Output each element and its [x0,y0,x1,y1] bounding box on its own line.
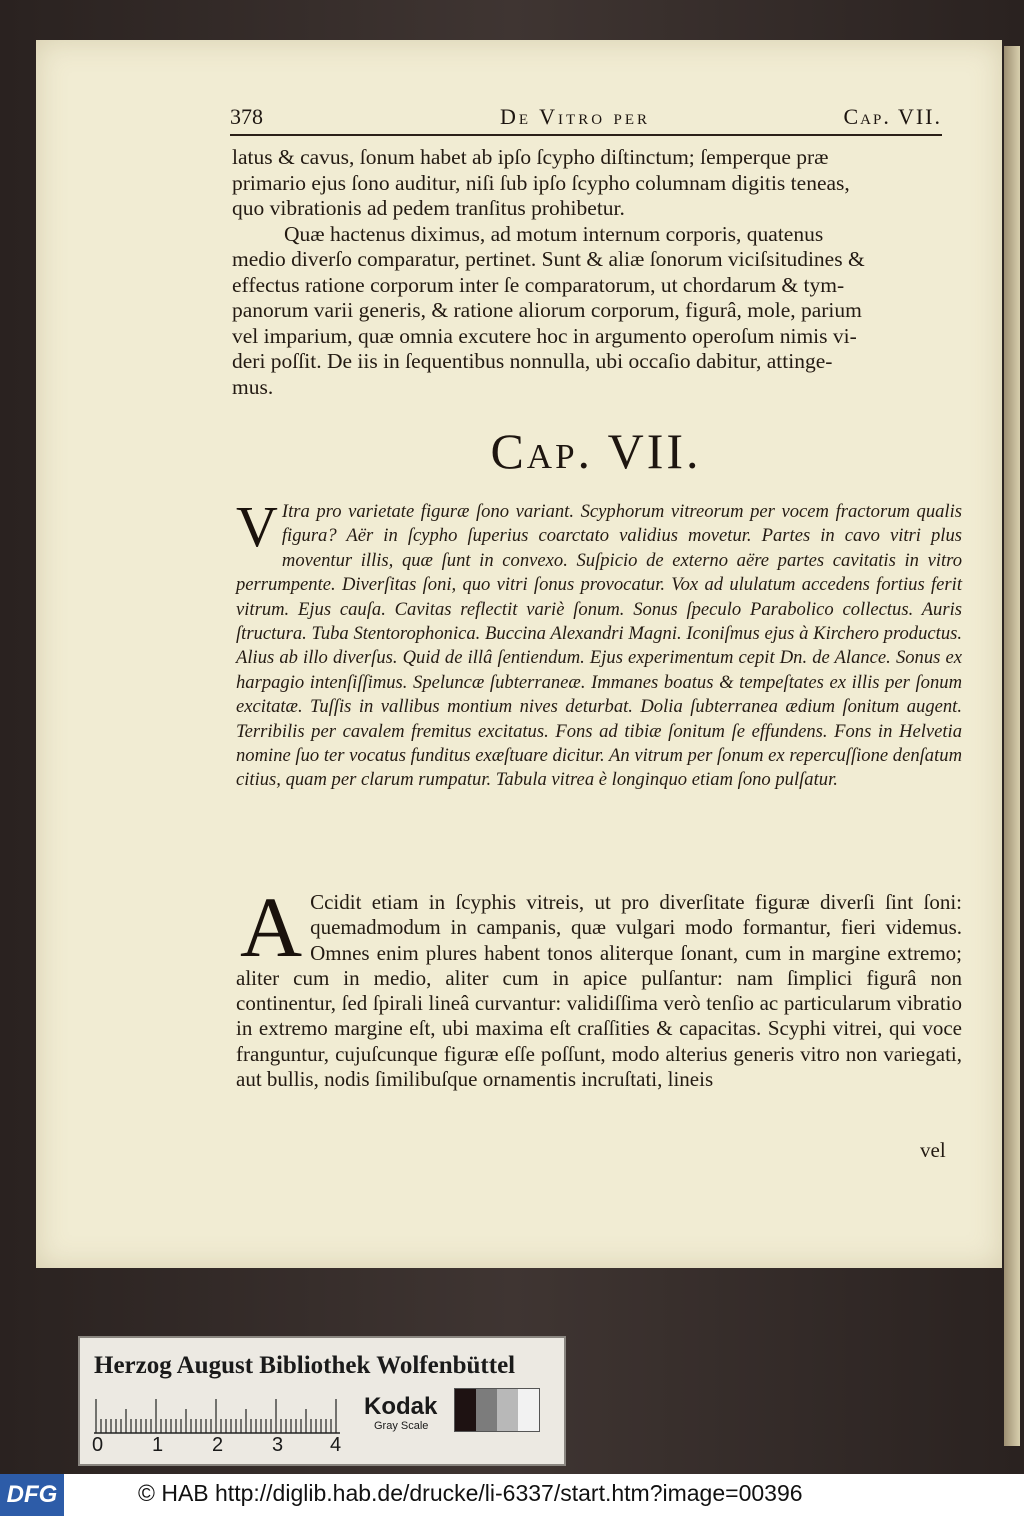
ruler-label: 2 [212,1434,224,1456]
body-paragraph [236,879,962,1092]
dfg-logo: DFG [0,1474,64,1516]
gray-patch [455,1389,476,1431]
ruler-label: 0 [92,1434,104,1456]
summary-text: Itra pro varietate figuræ ſono variant. Scyphorum vitreorum per vocem fractorum qualis figura? Aër in ſcypho ſuperius coarctato validius movetur. Partes in cavo vitri plus moventur illis, quæ ſunt in convexo. Suſpicio de externo aëre partes cavitatis in vitro perrumpente. Diverſitas ſoni, quo vitri ſonus provocatur. Vox ad ululatum accedens fortius ferit vitrum. Ejus cauſa. Cavitas reflectit variè ſonum. Sonus ſpeculo Parabolico collectus. Auris ſtructura. Tuba Stentorophonica. Buccina Alexandri Magni. Iconiſmus ejus à Kirchero productus. Alius ab illo diverſus. Quid de illâ ſentiendum. Ejus experimentum cepit Dn. de Alance. Sonus ex harpagio intenſiſſimus. Speluncæ ſubterraneæ. Immanes boatus & tempeſtates ex illis per ſonum excitatæ. Tuſſis in vallibus montium nives deturbat. Dolia ſubterranea ædium ſonitum augent. Terribilis per cavalem fremitus excitatus. Fons ad tibiæ ſonitum ſe effundens. Fons in Helvetia nomine ſuo ter vocatus funditus exæſtuare dicitur. An vitrum per ſonum ex repercuſſione denſatum citius, quam per clarum rumpatur. Tabula vitrea è longinquo etiam ſono pulſatur. [236,501,962,791]
ruler-label: 3 [272,1434,284,1456]
summary-drop-initial: V [236,494,278,559]
library-name: Herzog August Bibliothek Wolfenbüttel [94,1352,516,1379]
catchword: vel [920,1138,946,1162]
text-line: medio diverſo comparatur, pertinet. Sunt & aliæ ſonorum viciſsitudines & [232,247,865,271]
chapter-summary [236,494,962,793]
ruler-label: 4 [330,1434,342,1456]
kodak-logo: Kodak [364,1393,438,1420]
gray-patch [476,1389,497,1431]
running-head [230,104,942,136]
running-chapter: Cap. VII. [843,104,942,129]
body-drop-initial: A [240,879,303,975]
text-line: deri poſſit. De iis in ſequentibus nonnulla, ubi occaſio dabitur, attinge- [232,349,833,373]
intro-paragraph [232,145,962,400]
body-text: Ccidit etiam in ſcyphis vitreis, ut pro diverſitate figuræ diverſi ſint ſoni: quemadmodum in campanis, quæ vulgari modo formantur, fieri videmus. Omnes enim plures habent tonos aliterque ſonant, cum in margine extremo; aliter cum in medio, aliter cum in apice pulſantur: nam ſimplici figurâ non continentur, ſed ſpirali lineâ curvantur: validiſſima verò tenſio ac particularum vibratio in extremo margine eſt, ubi maxima eſt craſſities & capacitas. Scyphi vitrei, qui voce franguntur, cujuſcunque figuræ eſſe poſſunt, modo alterius generis vitro non variegati, aut bullis, nodis ſimilibuſque ornamentis incruſtati, lineis [236,890,962,1092]
text-line: quo vibrationis ad pedem tranſitus prohibetur. [232,196,625,220]
color-target-card [78,1336,566,1466]
text-line: primario ejus ſono auditur, niſi ſub ipſo ſcypho columnam digitis teneas, [232,170,850,195]
credit-bar [0,1474,1024,1516]
ruler-label: 1 [152,1434,164,1456]
text-line: mus. [232,374,274,399]
text-line: vel imparium, quæ omnia excutere hoc in argumento operoſum nimis vi- [232,323,857,348]
text-line: Quæ hactenus diximus, ad motum internum corporis, quatenus [284,221,824,246]
copyright-url[interactable]: © HAB http://diglib.hab.de/drucke/li-6337/start.htm?image=00396 [138,1480,803,1506]
running-title: De Vitro per [500,104,651,129]
page-number: 378 [230,104,263,129]
ruler-scale [94,1396,340,1434]
gray-scale-label: Gray Scale [374,1420,429,1432]
facing-page-edge [1004,46,1020,1446]
text-line: panorum varii generis, & ratione aliorum corporum, figurâ, mole, parium [232,298,862,322]
gray-patch [497,1389,518,1431]
gray-patch [518,1389,539,1431]
text-line: effectus ratione corporum inter ſe comparatorum, ut chordarum & tym- [232,272,845,297]
text-line: latus & cavus, ſonum habet ab ipſo ſcypho diſtinctum; ſemperque præ [232,145,829,169]
gray-scale-patches [454,1388,540,1432]
chapter-heading: Cap. VII. [490,423,702,479]
